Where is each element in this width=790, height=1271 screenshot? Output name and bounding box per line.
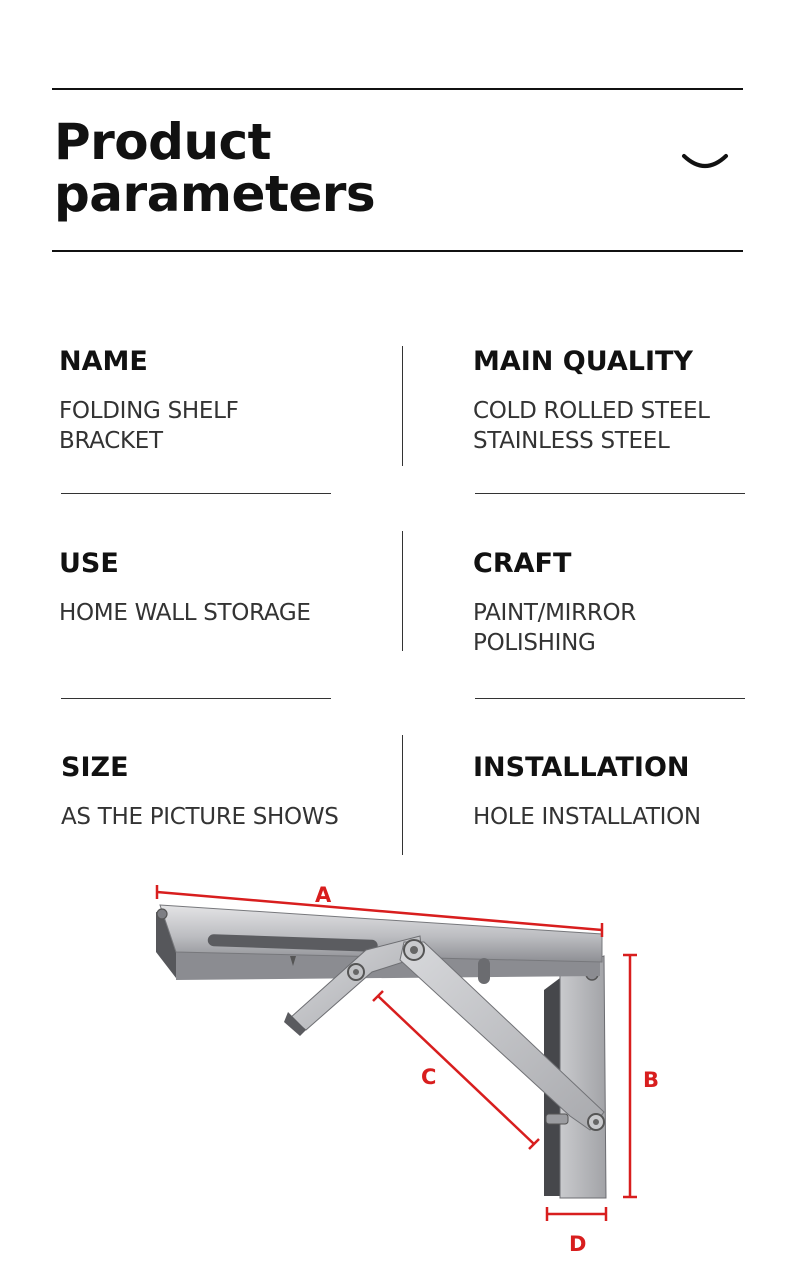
row-divider xyxy=(475,493,745,494)
param-label: MAIN QUALITY xyxy=(473,346,693,377)
header-top-rule xyxy=(52,88,743,90)
column-divider xyxy=(402,531,403,651)
param-value-line: FOLDING SHELF xyxy=(59,398,239,424)
param-value xyxy=(473,598,636,658)
row-divider xyxy=(475,698,745,699)
dimension-label-b: B xyxy=(643,1068,660,1092)
param-installation xyxy=(473,752,701,832)
param-value-line: HOLE INSTALLATION xyxy=(473,804,701,830)
row-divider xyxy=(61,493,331,494)
smile-curve-icon xyxy=(680,150,730,176)
param-value xyxy=(59,396,239,456)
dimension-label-d: D xyxy=(569,1232,587,1256)
param-value-line: POLISHING xyxy=(473,630,596,656)
param-value xyxy=(61,802,339,832)
param-size xyxy=(61,752,339,832)
column-divider xyxy=(402,735,403,855)
folding-shelf-bracket-icon xyxy=(156,905,606,1198)
header-bottom-rule xyxy=(52,250,743,252)
param-value xyxy=(473,396,710,456)
row-divider xyxy=(61,698,331,699)
param-label: CRAFT xyxy=(473,548,572,579)
param-value xyxy=(59,598,311,628)
dimension-label-c: C xyxy=(421,1065,437,1089)
dimension-d xyxy=(547,1207,606,1256)
param-value xyxy=(473,802,701,832)
param-value-line: HOME WALL STORAGE xyxy=(59,600,311,626)
dimension-b xyxy=(623,955,659,1197)
column-divider xyxy=(402,346,403,466)
param-value-line: STAINLESS STEEL xyxy=(473,428,670,454)
page-title xyxy=(54,113,376,223)
param-label: INSTALLATION xyxy=(473,752,690,783)
dimension-label-a: A xyxy=(315,883,332,907)
param-label: USE xyxy=(59,548,119,579)
title-line-1: Product xyxy=(54,113,272,171)
bracket-diagram xyxy=(0,870,790,1271)
param-name xyxy=(59,346,239,456)
title-line-2: parameters xyxy=(54,165,376,223)
param-value-line: PAINT/MIRROR xyxy=(473,600,636,626)
param-value-line: BRACKET xyxy=(59,428,163,454)
param-craft xyxy=(473,548,636,658)
param-label: SIZE xyxy=(61,752,129,783)
param-main-quality xyxy=(473,346,710,456)
dimension-c xyxy=(373,991,539,1149)
param-label: NAME xyxy=(59,346,148,377)
param-value-line: AS THE PICTURE SHOWS xyxy=(61,804,339,830)
param-use xyxy=(59,548,311,628)
param-value-line: COLD ROLLED STEEL xyxy=(473,398,710,424)
